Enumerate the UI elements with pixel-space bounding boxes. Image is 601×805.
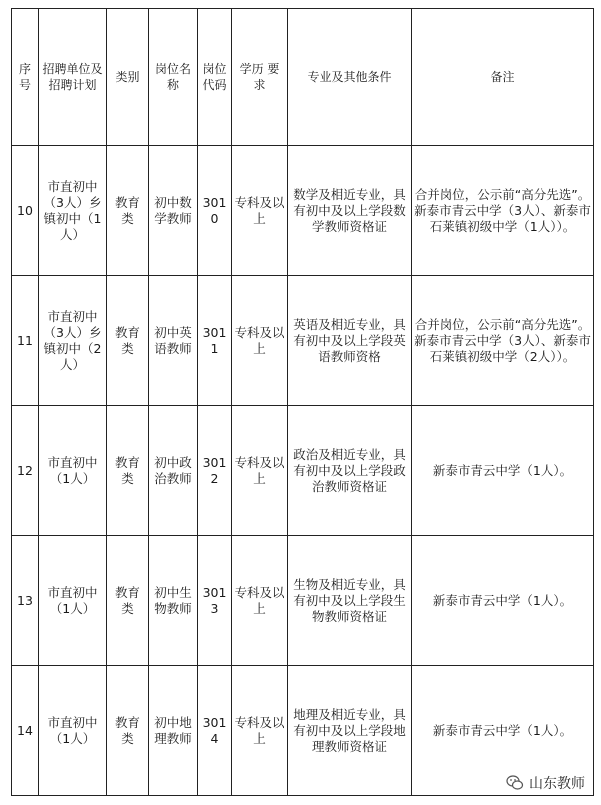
cell-remarks: 新泰市青云中学（1人）。 — [412, 666, 594, 796]
cell-unit: 市直初中（1人） — [39, 406, 107, 536]
table-header-row — [12, 9, 594, 146]
cell-seq: 10 — [12, 146, 39, 276]
table-row — [12, 536, 594, 666]
header-seq: 序号 — [12, 9, 39, 146]
cell-unit: 市直初中（3人）乡镇初中（2人） — [39, 276, 107, 406]
cell-position: 初中生物教师 — [149, 536, 198, 666]
cell-category: 教育类 — [107, 536, 149, 666]
cell-category: 教育类 — [107, 406, 149, 536]
cell-position: 初中政治教师 — [149, 406, 198, 536]
cell-category: 教育类 — [107, 276, 149, 406]
cell-education: 专科及以上 — [232, 666, 288, 796]
table-row — [12, 146, 594, 276]
cell-remarks: 新泰市青云中学（1人）。 — [412, 536, 594, 666]
table-row — [12, 406, 594, 536]
cell-conditions: 数学及相近专业，具有初中及以上学段数学教师资格证 — [288, 146, 412, 276]
header-position: 岗位名称 — [149, 9, 198, 146]
cell-conditions: 生物及相近专业，具有初中及以上学段生物教师资格证 — [288, 536, 412, 666]
cell-remarks: 新泰市青云中学（1人）。 — [412, 406, 594, 536]
cell-code: 3013 — [198, 536, 232, 666]
cell-category: 教育类 — [107, 666, 149, 796]
cell-seq: 14 — [12, 666, 39, 796]
cell-code: 3010 — [198, 146, 232, 276]
cell-unit: 市直初中（1人） — [39, 536, 107, 666]
cell-education: 专科及以上 — [232, 276, 288, 406]
cell-unit: 市直初中（1人） — [39, 666, 107, 796]
cell-unit: 市直初中（3人）乡镇初中（1人） — [39, 146, 107, 276]
cell-seq: 12 — [12, 406, 39, 536]
cell-category: 教育类 — [107, 146, 149, 276]
cell-conditions: 英语及相近专业，具有初中及以上学段英语教师资格 — [288, 276, 412, 406]
header-unit: 招聘单位及招聘计划 — [39, 9, 107, 146]
header-conditions: 专业及其他条件 — [288, 9, 412, 146]
header-category: 类别 — [107, 9, 149, 146]
watermark — [506, 773, 585, 793]
header-education: 学历 要求 — [232, 9, 288, 146]
cell-code: 3012 — [198, 406, 232, 536]
wechat-icon — [506, 774, 524, 792]
cell-education: 专科及以上 — [232, 406, 288, 536]
cell-remarks: 合并岗位，公示前“高分先选”。新泰市青云中学（3人）、新泰市石莱镇初级中学（2人））。 — [412, 276, 594, 406]
cell-code: 3014 — [198, 666, 232, 796]
cell-seq: 13 — [12, 536, 39, 666]
cell-seq: 11 — [12, 276, 39, 406]
watermark-text: 山东教师 — [529, 776, 585, 792]
header-remarks: 备注 — [412, 9, 594, 146]
cell-position: 初中地理教师 — [149, 666, 198, 796]
header-code: 岗位代码 — [198, 9, 232, 146]
cell-conditions: 政治及相近专业，具有初中及以上学段政治教师资格证 — [288, 406, 412, 536]
cell-education: 专科及以上 — [232, 536, 288, 666]
recruitment-table — [11, 8, 594, 796]
table-row — [12, 276, 594, 406]
cell-position: 初中英语教师 — [149, 276, 198, 406]
cell-conditions: 地理及相近专业，具有初中及以上学段地理教师资格证 — [288, 666, 412, 796]
cell-position: 初中数学教师 — [149, 146, 198, 276]
cell-education: 专科及以上 — [232, 146, 288, 276]
cell-remarks: 合并岗位，公示前“高分先选”。新泰市青云中学（3人）、新泰市石莱镇初级中学（1人））。 — [412, 146, 594, 276]
cell-code: 3011 — [198, 276, 232, 406]
